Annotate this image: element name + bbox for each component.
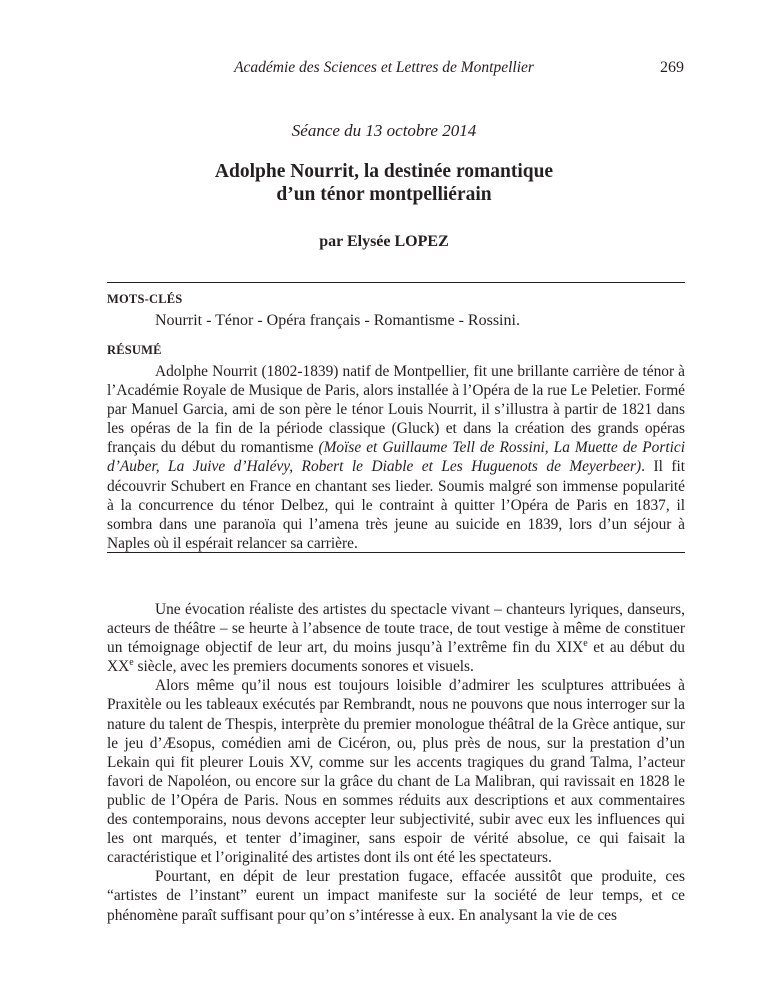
- body-text: [107, 600, 685, 925]
- keywords-heading: MOTS-CLÉS: [107, 292, 183, 306]
- running-header: [0, 59, 768, 79]
- body-paragraph-1: [107, 600, 685, 676]
- p1-superscript-2: e: [129, 657, 134, 669]
- divider-top: [107, 282, 685, 283]
- abstract-heading: RÉSUMÉ: [107, 343, 162, 357]
- page-number: 269: [660, 59, 684, 76]
- p1-text-c: siècle, avec les premiers documents sonores et visuels.: [133, 658, 474, 676]
- article-title: [0, 160, 768, 206]
- p1-text-a: Une évocation réaliste des artistes du spectacle vivant – chanteurs lyriques, danseurs, acteurs de théâtre – se heurte à l’absence de toute trace, de tout vestige à même de constituer un témoignage objectif de leur art, du moins jusqu’à l’extrême fin du XIX: [107, 601, 685, 657]
- keywords-text: Nourrit - Ténor - Opéra français - Romantisme - Rossini.: [155, 312, 520, 329]
- abstract-italic-titles: (Moïse et Guillaume Tell de Rossini, La Muette de Portici d’Auber, La Juive d’Halévy, Robert le Diable et Les Huguenots de Meyerbeer): [107, 439, 685, 476]
- running-title: Académie des Sciences et Lettres de Montpellier: [234, 59, 534, 76]
- title-line-1: Adolphe Nourrit, la destinée romantique: [214, 161, 554, 182]
- divider-bottom: [107, 552, 685, 553]
- p1-superscript-1: e: [583, 638, 588, 650]
- abstract-part-2: . Il fit découvrir Schubert en France en chantant ses lieder. Soumis malgré son immense popularité à la concurrence du ténor Delbez, qui le contraint à quitter l’Opéra de Paris en 1837, il sombra dans une paranoïa qui l’amena très jeune au suicide en 1839, lors d’un séjour à Naples où il espérait relancer sa carrière.: [107, 458, 685, 552]
- body-paragraph-3: Pourtant, en dépit de leur prestation fugace, effacée aussitôt que produite, ces “artistes de l’instant” eurent un impact manifeste sur la société de leur temps, et ce phénomène paraît suffisant pour qu’on s’intéresse à eux. En analysant la vie de ces: [107, 868, 685, 924]
- p1-text-b: et au début du XX: [107, 639, 686, 676]
- abstract-text: [107, 362, 685, 553]
- abstract-part-1: Adolphe Nourrit (1802-1839) natif de Montpellier, fit une brillante carrière de ténor à l’Académie Royale de Musique de Paris, alors installée à l’Opéra de la rue Le Peletier. Formé par Manuel Garcia, ami de son père le ténor Louis Nourrit, il s’illustra à partir de 1821 dans les opéras de la fin de la période classique (Gluck) et dans la création des grands opéras français du début du romantisme: [107, 363, 685, 457]
- session-date: Séance du 13 octobre 2014: [291, 121, 477, 140]
- body-paragraph-2: Alors même qu’il nous est toujours loisible d’admirer les sculptures attribuées à Praxitèle ou les tableaux exécutés par Rembrandt, nous ne pouvons que nous interroger sur la nature du talent de Thespis, interprète du premier monologue théâtral de la Grèce antique, sur le jeu d’Æsopus, comédien ami de Cicéron, ou, plus près de nous, sur la prestation d’un Lekain qui fit pleurer Louis XV, comme sur les accents tragiques du grand Talma, l’acteur favori de Napoléon, ou encore sur la grâce du chant de La Malibran, qui ravissait en 1828 le public de l’Opéra de Paris. Nous en sommes réduits aux descriptions et aux commentaires des contemporains, nous devons accepter leur subjectivité, subir avec eux les influences qui les ont marqués, et tenter d’imaginer, sans espoir de vérité absolue, ce qui faisait la caractéristique et l’originalité des artistes dont ils ont été les spectateurs.: [107, 677, 685, 867]
- title-line-2: d’un ténor montpelliérain: [276, 184, 492, 205]
- author-byline: par Elysée LOPEZ: [319, 233, 449, 250]
